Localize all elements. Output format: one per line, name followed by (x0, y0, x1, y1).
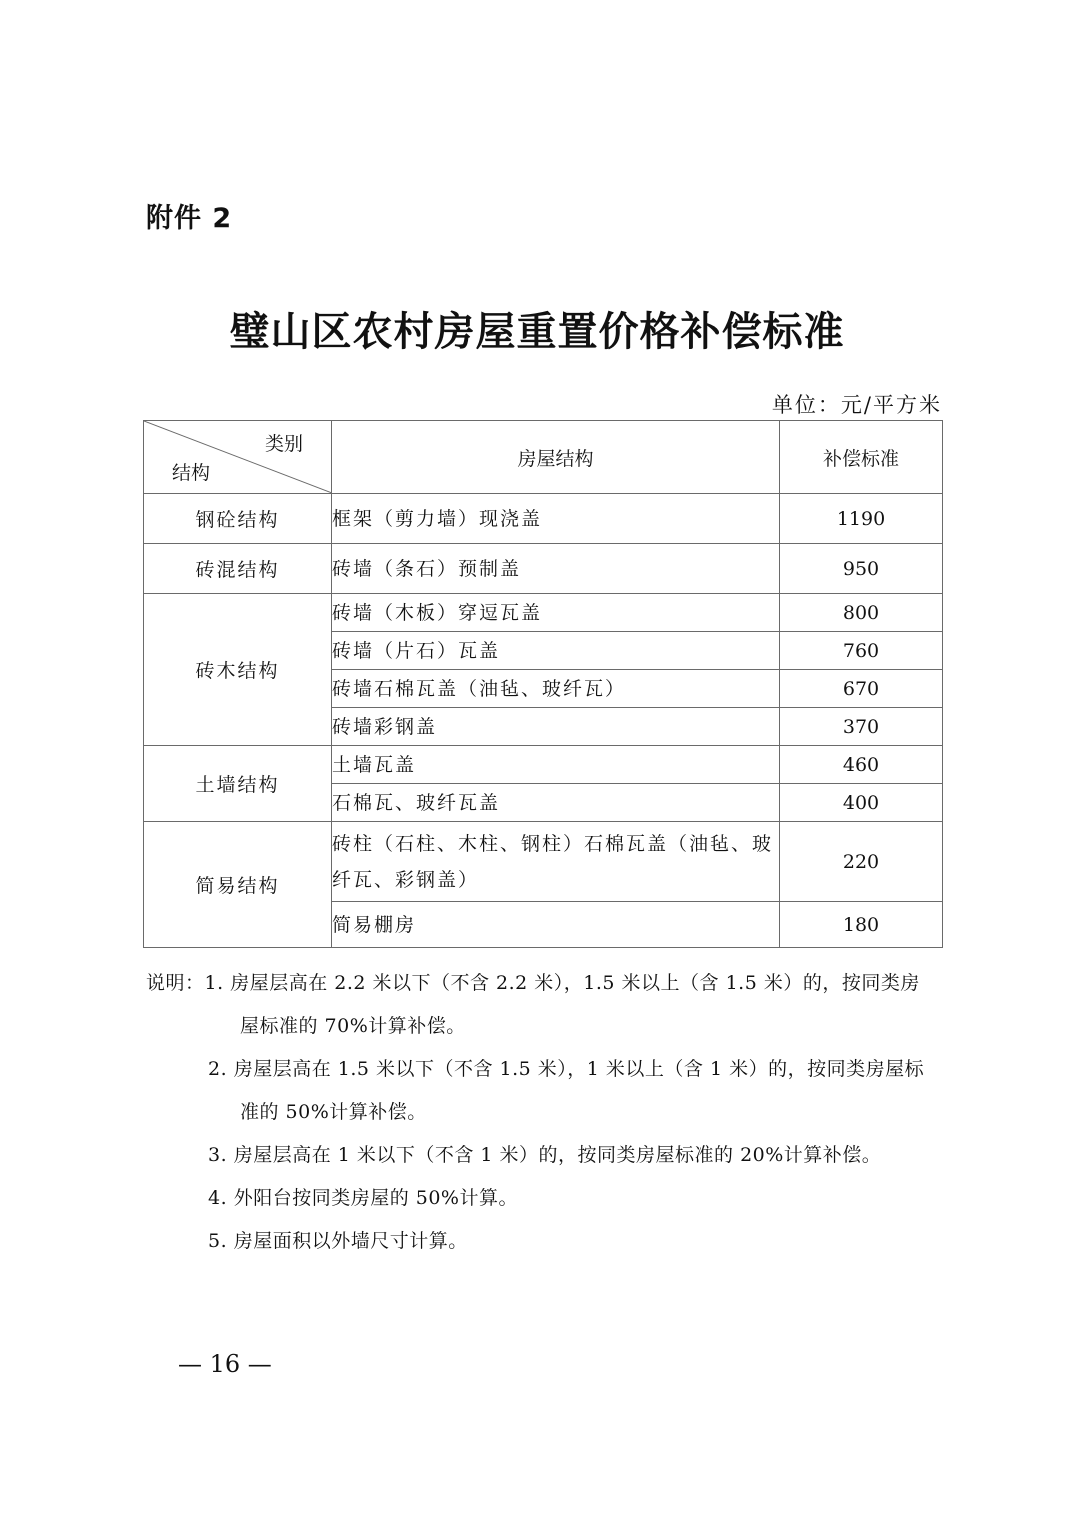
category-cell: 砖木结构 (144, 594, 332, 746)
category-cell: 土墙结构 (144, 746, 332, 822)
structure-cell: 砖墙（木板）穿逗瓦盖 (332, 594, 780, 632)
value-cell: 180 (780, 902, 943, 948)
value-cell: 220 (780, 822, 943, 902)
note-text: 房屋面积以外墙尺寸计算。 (233, 1230, 468, 1252)
note-continuation: 屋标准的 70%计算补偿。 (240, 1015, 466, 1037)
note-item (146, 1220, 946, 1263)
notes-section (146, 962, 946, 1263)
category-cell: 砖混结构 (144, 544, 332, 594)
compensation-table (143, 420, 943, 948)
note-continuation: 准的 50%计算补偿。 (240, 1101, 427, 1123)
note-text: 房屋层高在 1.5 米以下（不含 1.5 米），1 米以上（含 1 米）的，按同类房屋标 (233, 1058, 925, 1080)
category-cell: 钢砼结构 (144, 494, 332, 544)
note-number: 3. (208, 1144, 228, 1166)
structure-cell: 砖墙石棉瓦盖（油毡、玻纤瓦） (332, 670, 780, 708)
header-structure-label: 结构 (172, 462, 211, 484)
structure-cell: 石棉瓦、玻纤瓦盖 (332, 784, 780, 822)
structure-cell (332, 822, 780, 902)
table-row (144, 822, 943, 902)
structure-cell: 简易棚房 (332, 902, 780, 948)
header-house-structure: 房屋结构 (332, 421, 780, 494)
header-category-label: 类别 (264, 433, 303, 455)
note-item (146, 1177, 946, 1220)
value-cell: 760 (780, 632, 943, 670)
attachment-label: 附件 2 (146, 203, 233, 234)
structure-line: 砖柱（石柱、木柱、钢柱）石棉瓦盖（油毡、玻 (332, 832, 774, 855)
table-row (144, 494, 943, 544)
page-title: 璧山区农村房屋重置价格补偿标准 (229, 308, 845, 355)
page-number: — 16 — (178, 1350, 272, 1378)
note-item (146, 1134, 946, 1177)
unit-label: 单位：元/平方米 (771, 393, 942, 417)
structure-cell: 砖墙（条石）预制盖 (332, 544, 780, 594)
category-cell: 简易结构 (144, 822, 332, 948)
value-cell: 370 (780, 708, 943, 746)
table-row (144, 594, 943, 632)
value-cell: 1190 (780, 494, 943, 544)
note-text: 房屋层高在 2.2 米以下（不含 2.2 米），1.5 米以上（含 1.5 米）的，按同类房 (230, 972, 920, 994)
note-number: 1. (204, 972, 224, 994)
notes-prefix: 说明： (146, 972, 205, 994)
note-number: 5. (208, 1230, 228, 1252)
note-item (146, 1048, 946, 1134)
value-cell: 400 (780, 784, 943, 822)
structure-line: 纤瓦、彩钢盖） (332, 868, 480, 891)
value-cell: 800 (780, 594, 943, 632)
note-number: 2. (208, 1058, 228, 1080)
table-row (144, 746, 943, 784)
value-cell: 950 (780, 544, 943, 594)
note-number: 4. (208, 1187, 228, 1209)
note-text: 房屋层高在 1 米以下（不含 1 米）的，按同类房屋标准的 20%计算补偿。 (233, 1144, 882, 1166)
note-text: 外阳台按同类房屋的 50%计算。 (233, 1187, 518, 1209)
header-compensation-standard: 补偿标准 (780, 421, 943, 494)
structure-cell: 砖墙（片石）瓦盖 (332, 632, 780, 670)
structure-cell: 土墙瓦盖 (332, 746, 780, 784)
diagonal-header-cell (144, 421, 332, 494)
table-row (144, 544, 943, 594)
value-cell: 460 (780, 746, 943, 784)
table-header-row (144, 421, 943, 494)
value-cell: 670 (780, 670, 943, 708)
note-item (146, 962, 946, 1048)
structure-cell: 砖墙彩钢盖 (332, 708, 780, 746)
structure-cell: 框架（剪力墙）现浇盖 (332, 494, 780, 544)
